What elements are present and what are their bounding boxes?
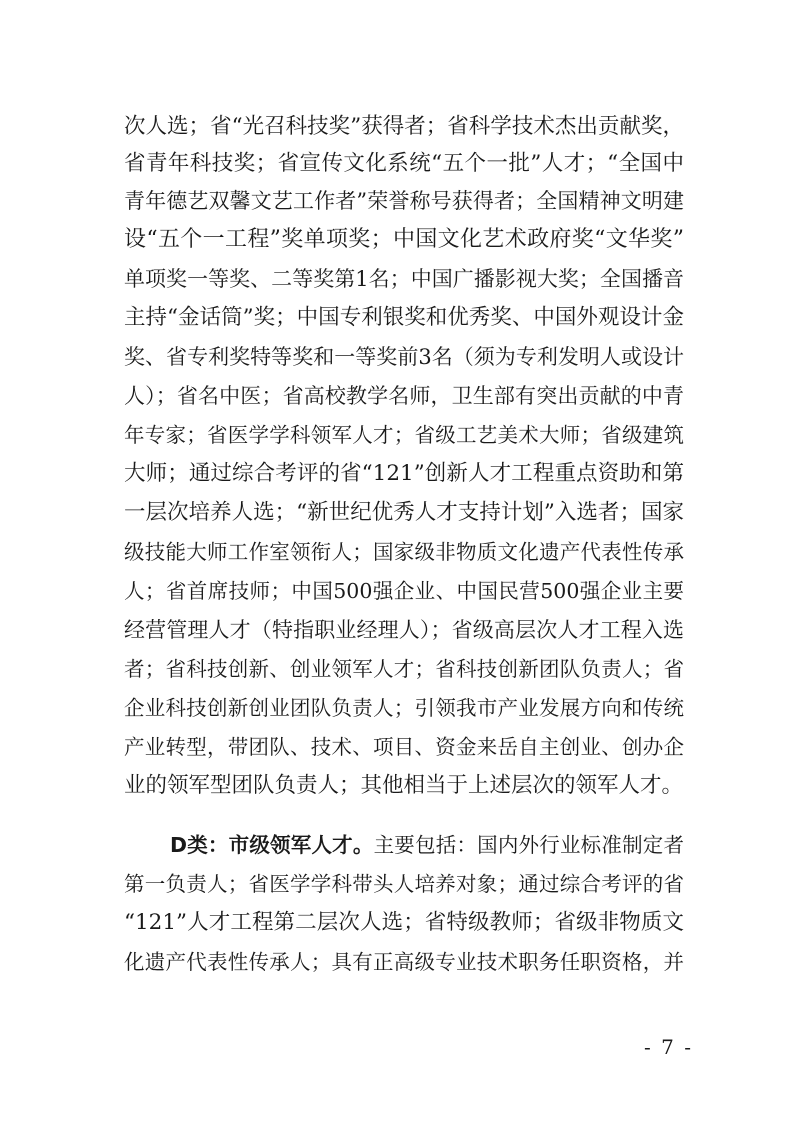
text-line: 一层次培养人选；“新世纪优秀人才支持计划”入选者；国家 — [124, 500, 684, 525]
text-line: 人；省首席技师；中国500强企业、中国民营500强企业主要 — [124, 579, 684, 603]
category-intro: 主要包括：国内外行业标准制定者 — [373, 833, 684, 857]
text-line: 者；省科技创新、创业领军人才；省科技创新团队负责人；省 — [124, 657, 684, 681]
text-line: 设“五个一工程”奖单项奖；中国文化艺术政府奖“文华奖” — [124, 227, 684, 252]
text-line: 企业科技创新创业团队负责人；引领我市产业发展方向和传统 — [124, 696, 684, 720]
text-line: 次人选；省“光召科技奖”获得者；省科学技术杰出贡献奖， — [124, 114, 684, 139]
text-line: 省青年科技奖；省宣传文化系统“五个一批”人才；“全国中 — [124, 151, 684, 176]
text-line: 青年德艺双馨文艺工作者”荣誉称号获得者；全国精神文明建 — [124, 189, 684, 213]
paragraph-heading-line — [170, 830, 684, 860]
text-line: 奖、省专利奖特等奖和一等奖前3名（须为专利发明人或设计 — [124, 345, 684, 369]
text-line: 主持“金话筒”奖；中国专利银奖和优秀奖、中国外观设计金 — [124, 305, 684, 330]
text-line: 化遗产代表性传承人；具有正高级专业技术职务任职资格，并 — [124, 950, 684, 974]
text-line: 业的领军型团队负责人；其他相当于上述层次的领军人才。 — [124, 773, 684, 798]
text-line: 单项奖一等奖、二等奖第1名；中国广播影视大奖；全国播音 — [124, 267, 684, 291]
category-heading: D类：市级领军人才。 — [170, 833, 374, 857]
text-line: 经营管理人才（特指职业经理人）；省级高层次人才工程入选 — [124, 618, 684, 642]
text-line: 级技能大师工作室领衔人；国家级非物质文化遗产代表性传承 — [124, 540, 684, 564]
text-line: “121”人才工程第二层次人选；省特级教师；省级非物质文 — [124, 910, 684, 935]
text-line: 第一负责人；省医学学科带头人培养对象；通过综合考评的省 — [124, 872, 684, 896]
text-line: 大师；通过综合考评的省“121”创新人才工程重点资助和第 — [124, 461, 684, 486]
text-line: 产业转型，带团队、技术、项目、资金来岳自主创业、创办企 — [124, 735, 684, 759]
text-line: 年专家；省医学学科领军人才；省级工艺美术大师；省级建筑 — [124, 423, 684, 447]
page-number: - 7 - — [644, 1035, 693, 1059]
text-line: 人）；省名中医；省高校教学名师，卫生部有突出贡献的中青 — [124, 384, 684, 408]
